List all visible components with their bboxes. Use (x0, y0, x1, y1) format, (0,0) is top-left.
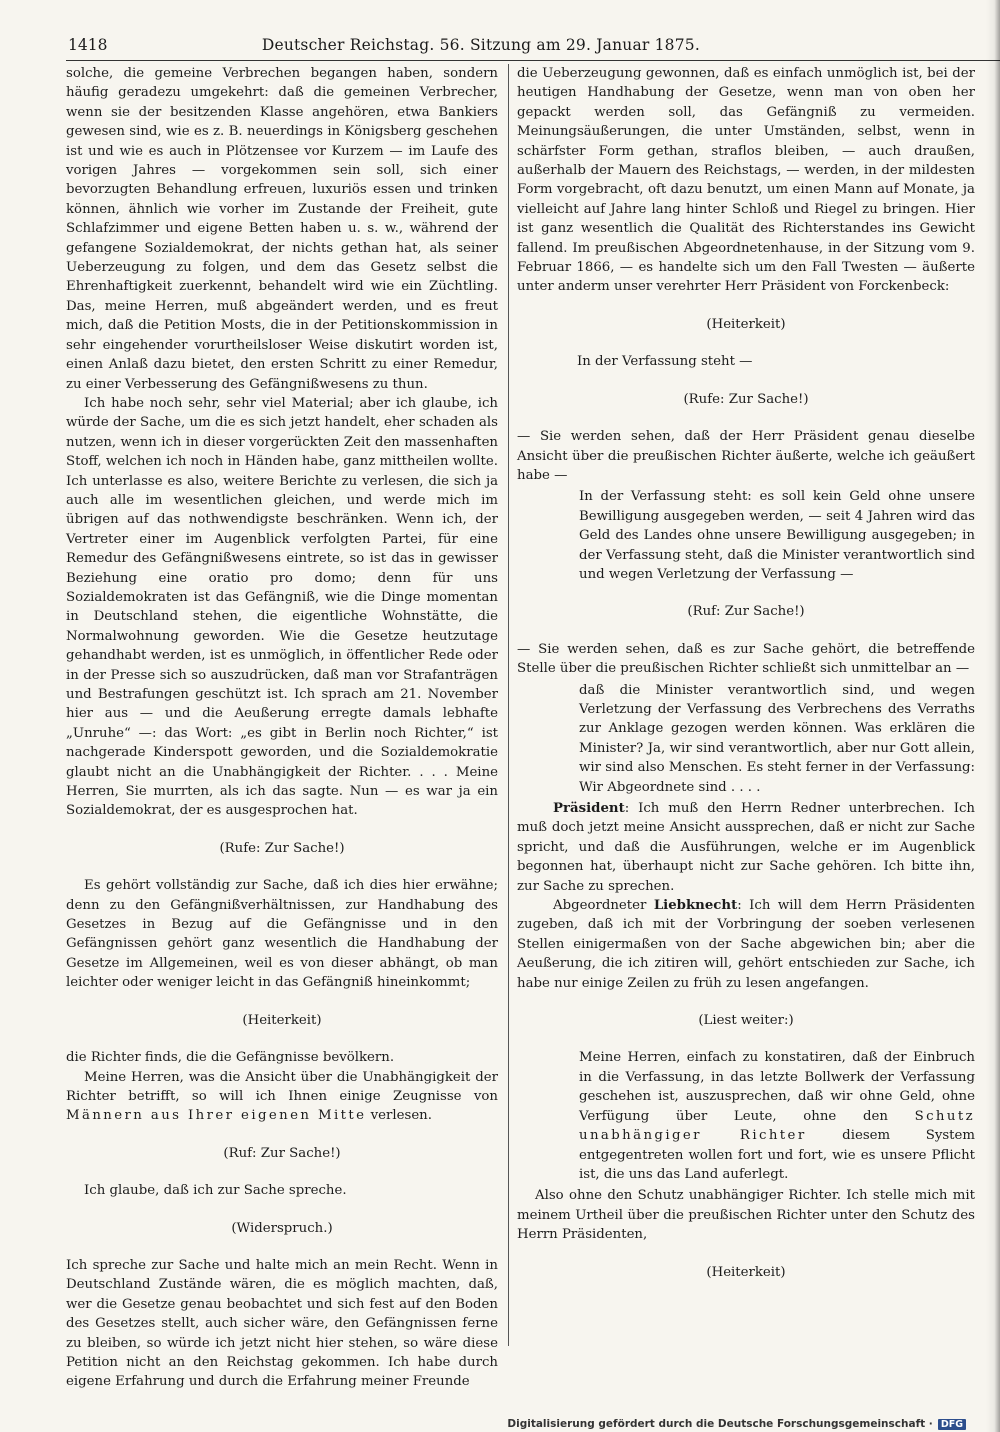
paragraph-text: daß die Minister verantwortlich sind, und wegen Verletzung der Verfassung des Verbrechens des Verraths zur Anklage gezogen werden können. Was erklären die Minister? Ja, wir sind verantwortlich, aber nur Gott allein, wir sind also Menschen. Es steht ferner in der Verfassung: Wir Abgeordnete sind . . . . (579, 682, 975, 795)
paragraph-text: (Liest weiter:) (698, 1013, 794, 1029)
paragraph (517, 427, 975, 485)
speaker-name: Präsident (553, 801, 625, 816)
interjection (517, 602, 975, 621)
paragraph (517, 352, 975, 371)
interjection (66, 839, 498, 858)
dfg-logo: DFG (938, 1419, 966, 1430)
paragraph-text: Es gehört vollständig zur Sache, daß ich dies hier erwähne; denn zu den Gefängnißverhältnissen, zur Handhabung des Gesetzes in Bezug auf die Gefängnisse und in den Gefängnissen gehört ganz wesentlich die Handhabung der Gesetze im Allgemeinen, weil es von dieser abhängt, ob man leichter oder weniger leicht in das Gefängniß hineinkommt; (66, 878, 498, 991)
interjection (517, 315, 975, 334)
interjection (66, 1219, 498, 1238)
interjection (66, 1011, 498, 1030)
column-divider (508, 64, 509, 1346)
paragraph (66, 876, 498, 992)
paragraph-text: (Ruf: Zur Sache!) (223, 1145, 341, 1161)
left-column (66, 64, 498, 1392)
quoted-passage (579, 487, 975, 584)
paragraph-text: Meine Herren, was die Ansicht über die Unabhängigkeit der Richter betrifft, so will ich Ihnen einige Zeugnisse von (66, 1069, 498, 1104)
page-header (60, 36, 700, 60)
right-column (517, 64, 975, 1300)
paragraph-text: Meine Herren, einfach zu konstatiren, daß der Einbruch in die Verfassung, in das letzte Bollwerk der Verfassung geschehen ist, auszusprechen, daß wir ohne Geld, ohne Verfügung über Leute, ohne den (579, 1050, 975, 1124)
page-number: 1418 (68, 36, 108, 54)
paragraph (66, 1256, 498, 1392)
paragraph-text-tail: verlesen. (366, 1108, 432, 1124)
paragraph-text: (Widerspruch.) (231, 1220, 333, 1236)
footer-credit (507, 1418, 966, 1430)
speech-paragraph (517, 896, 975, 993)
paragraph (517, 640, 975, 679)
interjection (517, 1263, 975, 1282)
paragraph-text: : Ich muß den Herrn Redner unterbrechen. Ich muß doch jetzt meine Ansicht aussprechen, daß er nicht zur Sache spricht, und daß die Ausführungen, welche er im Augenblick begonnen hat, überhaupt nicht zur Sache gehören. Ich bitte ihn, zur Sache zu sprechen. (517, 801, 975, 894)
paragraph-text: die Ueberzeugung gewonnen, daß es einfach unmöglich ist, bei der heutigen Handhabung der Gesetze, wenn man von oben her gepackt werden soll, das Gefängniß zu vermeiden. Meinungsäußerungen, die unter Umständen, selbst, wenn in schärfster Form gethan, straflos bleiben, — auch draußen, außerhalb der Mauern des Reichstags, — werden, in der mildesten Form vorgebracht, oft dazu benutzt, um einen Mann auf Monate, ja vielleicht auf Jahre lang hinter Schloß und Riegel zu bringen. Hier ist ganz wesentlich die Qualität des Richterstandes ins Gewicht fallend. Im preußischen Abgeordnetenhause, in der Sitzung vom 9. Februar 1866, — es handelte sich um den Fall Twesten — äußerte unter anderm unser verehrter Herr Präsident von Forckenbeck: (517, 66, 975, 295)
scan-edge (986, 0, 1000, 1432)
running-title: Deutscher Reichstag. 56. Sitzung am 29. Januar 1875. (261, 36, 700, 54)
paragraph-text: solche, die gemeine Verbrechen begangen haben, sondern häufig geradezu umgekehrt: daß die gemeinen Verbrecher, wenn sie der besitzenden Klasse angehören, etwa Bankiers gewesen sind, wie es z. B. neuerdings in Königsberg geschehen ist und wie es auch in Plötzensee vor Kurzem — im Laufe des vorigen Jahres — vorgekommen sein soll, sich einer bevorzugten Behandlung erfreuen, luxuriös essen und trinken können, ähnlich wie vorher im Zustande der Freiheit, gute Schlafzimmer und eigene Betten haben u. s. w., während der gefangene Sozialdemokrat, der nichts gethan hat, als seiner Ueberzeugung zu folgen, und dem das Gesetz selbst die Ehrenhaftigkeit zuerkennt, behandelt wird wie ein Züchtling. Das, meine Herren, muß abgeändert werden, und es freut mich, daß die Petition Mosts, die in der Petitionskommission in sehr eingehender vorurtheilsloser Weise diskutirt worden ist, einen Anlaß dazu bietet, den ersten Schritt zu einer Remedur, zu einer Verbesserung des Gefängnißwesens zu thun. (66, 66, 498, 392)
paragraph-text-tail: diesem System entgegentreten wollen fort und fort, wie es unsere Pflicht ist, die uns das Land auferlegt. (579, 1128, 975, 1182)
paragraph (66, 1068, 498, 1126)
speech-paragraph (517, 799, 975, 896)
paragraph-text: Ich glaube, daß ich zur Sache spreche. (84, 1183, 347, 1199)
paragraph-text: Ich spreche zur Sache und halte mich an mein Recht. Wenn in Deutschland Zustände wären, die es möglich machten, daß, wer die Gesetze genau beobachtet und sich fest auf den Boden des Gesetzes stellt, auch sicher wäre, den Gefängnissen ferne zu bleiben, so würde ich jetzt nicht hier stehen, so wäre diese Petition nicht an den Reichstag gekommen. Ich habe durch eigene Erfahrung und durch die Erfahrung meiner Freunde (66, 1257, 498, 1390)
paragraph-text: In der Verfassung steht: es soll kein Geld ohne unsere Bewilligung ausgegeben werden, — seit 4 Jahren wird das Geld des Landes ohne unsere Bewilligung ausgegeben; in der Verfassung steht, daß die Minister verantwortlich sind und wegen Verletzung der Verfassung — (579, 489, 975, 582)
paragraph-text: (Heiterkeit) (242, 1012, 322, 1028)
emphasized-text: Schutz unabhängiger Richter (579, 1108, 975, 1144)
interjection (517, 390, 975, 409)
interjection (66, 1144, 498, 1163)
paragraph-text: (Rufe: Zur Sache!) (219, 840, 345, 856)
paragraph (66, 1181, 498, 1200)
paragraph (66, 64, 498, 394)
paragraph-text: In der Verfassung steht — (577, 354, 753, 370)
header-rule (66, 60, 1000, 61)
paragraph-text: (Ruf: Zur Sache!) (687, 604, 805, 620)
credit-text: Digitalisierung gefördert durch die Deutsche Forschungsgemeinschaft · (507, 1418, 933, 1430)
paragraph-text: (Rufe: Zur Sache!) (683, 391, 809, 407)
quoted-passage (579, 681, 975, 797)
paragraph-text: die Richter finds, die die Gefängnisse bevölkern. (66, 1050, 395, 1066)
paragraph-text: — Sie werden sehen, daß der Herr Präsident genau dieselbe Ansicht über die preußischen Richter äußerte, welche ich geäußert habe — (517, 429, 975, 483)
paragraph (66, 394, 498, 821)
quoted-passage (579, 1048, 975, 1184)
paragraph-text: : Ich will dem Herrn Präsidenten zugeben, daß ich mit der Vorbringung der soeben verlesenen Stellen einigermaßen von der Sache abgewichen bin; aber die Aeußerung, die ich zitiren will, gehört entschieden zur Sache, ich habe nur einige Zeilen zu früh zu lesen angefangen. (517, 898, 975, 991)
paragraph-text: — Sie werden sehen, daß es zur Sache gehört, die betreffende Stelle über die preußischen Richter schließt sich unmittelbar an — (517, 641, 975, 677)
speaker-name: Liebknecht (653, 898, 738, 914)
paragraph (517, 1186, 975, 1244)
paragraph (517, 64, 975, 297)
paragraph-text: Ich habe noch sehr, sehr viel Material; aber ich glaube, ich würde der Sache, um die es sich jetzt handelt, eher schaden als nutzen, wenn ich in dieser vorgerückten Zeit den massenhaften Stoff, welchen ich noch in Händen habe, ganz mittheilen wollte. Ich unterlasse es also, weitere Berichte zu verlesen, die sich ja auch alle im wesentlichen gleichen, und werde mich im übrigen auf das nothwendigste beschränken. Wenn ich, der Vertreter einer im Augenblick verfolgten Partei, für eine Remedur des Gefängnißwesens eintrete, so ist das in gewisser Beziehung eine oratio pro domo; denn für uns Sozialdemokraten ist das Gefängniß, wie die Dinge momentan in Deutschland stehen, die eigentliche Wohnstätte, die Normalwohnung geworden. Wie die Gesetze heutzutage gehandhabt werden, ist es unmöglich, in öffentlicher Rede oder in der Presse sich so auszudrücken, daß man vor Strafanträgen und Bestrafungen geschützt ist. Ich sprach am 21. November hier aus — und die Aeußerung erregte damals lebhafte „Unruhe“ —: das Wort: „es gibt in Berlin noch Richter,“ ist nachgerade Kinderspott geworden, und die Sozialdemokratie glaubt nicht an die Unabhängigkeit der Richter. . . . Meine Herren, Sie murrten, als ich das sagte. Nun — es war ja ein Sozialdemokrat, der es ausgesprochen hat. (66, 395, 498, 819)
paragraph-text: Also ohne den Schutz unabhängiger Richter. Ich stelle mich mit meinem Urtheil über die preußischen Richter unter den Schutz des Herrn Präsidenten, (517, 1188, 975, 1243)
paragraph-text: (Heiterkeit) (706, 316, 786, 332)
paragraph-text: (Heiterkeit) (706, 1264, 786, 1280)
interjection (517, 1011, 975, 1030)
emphasized-text: Männern aus Ihrer eigenen Mitte (66, 1108, 367, 1124)
speaker-title: Abgeordneter (553, 898, 654, 914)
paragraph (66, 1048, 498, 1067)
